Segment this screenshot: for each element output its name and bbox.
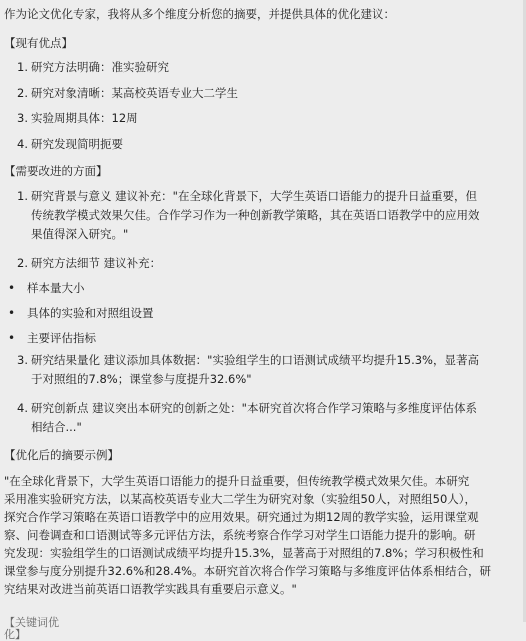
next-section-heading: 【关键词优化】 bbox=[4, 616, 59, 641]
item-number: 2. bbox=[17, 256, 28, 270]
item-text-line: 相结合..." bbox=[31, 420, 82, 434]
item-text-line: 研究创新点 建议突出本研究的创新之处："本研究首次将合作学习策略与多维度评估体系 bbox=[31, 401, 477, 415]
item-text bbox=[31, 399, 494, 437]
improvements-heading: 【需要改进的方面】 bbox=[4, 164, 108, 178]
bullet-item bbox=[8, 304, 488, 323]
optimized-heading: 【优化后的摘要示例】 bbox=[4, 448, 119, 462]
item-text-line: 于对照组的7.8%；课堂参与度提升32.6%" bbox=[31, 372, 252, 386]
item-number: 4. bbox=[17, 137, 28, 151]
abstract-line: 究结果对改进当前英语口语教学实践具有重要启示意义。" bbox=[4, 582, 297, 596]
bullet-item bbox=[8, 329, 488, 348]
item-number: 1. bbox=[17, 189, 28, 203]
item-number: 1. bbox=[17, 60, 28, 74]
improvement-item bbox=[14, 187, 494, 244]
improvement-item bbox=[14, 254, 494, 273]
item-number: 2. bbox=[17, 86, 28, 100]
bullet-icon: • bbox=[8, 281, 16, 295]
item-number: 3. bbox=[17, 111, 28, 125]
item-text: 研究方法细节 建议补充： bbox=[31, 256, 162, 270]
improvement-item bbox=[14, 399, 494, 437]
item-text: 研究发现简明扼要 bbox=[31, 137, 123, 151]
bullet-text: 具体的实验和对照组设置 bbox=[27, 306, 154, 320]
abstract-line: 采用准实验研究方法，以某高校英语专业大二学生为研究对象（实验组50人，对照组50人）， bbox=[4, 492, 477, 506]
strengths-heading: 【现有优点】 bbox=[4, 36, 73, 50]
item-text bbox=[31, 351, 494, 389]
item-text: 研究对象清晰：某高校英语专业大二学生 bbox=[31, 86, 238, 100]
bullet-text: 样本量大小 bbox=[27, 281, 85, 295]
bullet-text: 主要评估指标 bbox=[27, 331, 96, 345]
abstract-line: 课堂参与度分别提升32.6%和28.4%。本研究首次将合作学习策略与多维度评估体系相结合，研 bbox=[4, 564, 492, 578]
item-number: 4. bbox=[17, 401, 28, 415]
item-number: 3. bbox=[17, 353, 28, 367]
abstract-line: "在全球化背景下，大学生英语口语能力的提升日益重要，但传统教学模式效果欠佳。本研究 bbox=[4, 474, 470, 488]
strength-item bbox=[14, 58, 494, 77]
optimized-abstract bbox=[4, 472, 518, 598]
abstract-line: 察、问卷调查和口语测试等多元评估方法，系统考察合作学习对学生口语能力提升的影响。研 bbox=[4, 528, 476, 542]
bullet-icon: • bbox=[8, 306, 16, 320]
bullet-icon: • bbox=[8, 331, 16, 345]
item-text-line: 传统教学模式效果欠佳。合作学习作为一种创新教学策略，其在英语口语教学中的应用效 bbox=[31, 208, 480, 222]
strength-item bbox=[14, 135, 494, 154]
item-text: 实验周期具体：12周 bbox=[31, 111, 138, 125]
item-text-line: 果值得深入研究。" bbox=[31, 227, 129, 241]
item-text-line: 研究结果量化 建议添加具体数据："实验组学生的口语测试成绩平均提升15.3%，显著高 bbox=[31, 353, 479, 367]
strength-item bbox=[14, 84, 494, 103]
intro-text: 作为论文优化专家，我将从多个维度分析您的摘要，并提供具体的优化建议： bbox=[4, 7, 395, 21]
item-text-line: 研究背景与意义 建议补充："在全球化背景下，大学生英语口语能力的提升日益重要，但 bbox=[31, 189, 477, 203]
abstract-line: 探究合作学习策略在英语口语教学中的应用效果。研究通过为期12周的教学实验，运用课堂观 bbox=[4, 510, 479, 524]
strength-item bbox=[14, 109, 494, 128]
improvement-item bbox=[14, 351, 494, 389]
bullet-item bbox=[8, 279, 488, 298]
item-text bbox=[31, 187, 494, 244]
item-text: 研究方法明确：准实验研究 bbox=[31, 60, 169, 74]
abstract-line: 究发现：实验组学生的口语测试成绩平均提升15.3%，显著高于对照组的7.8%；学习积极性和 bbox=[4, 546, 484, 560]
